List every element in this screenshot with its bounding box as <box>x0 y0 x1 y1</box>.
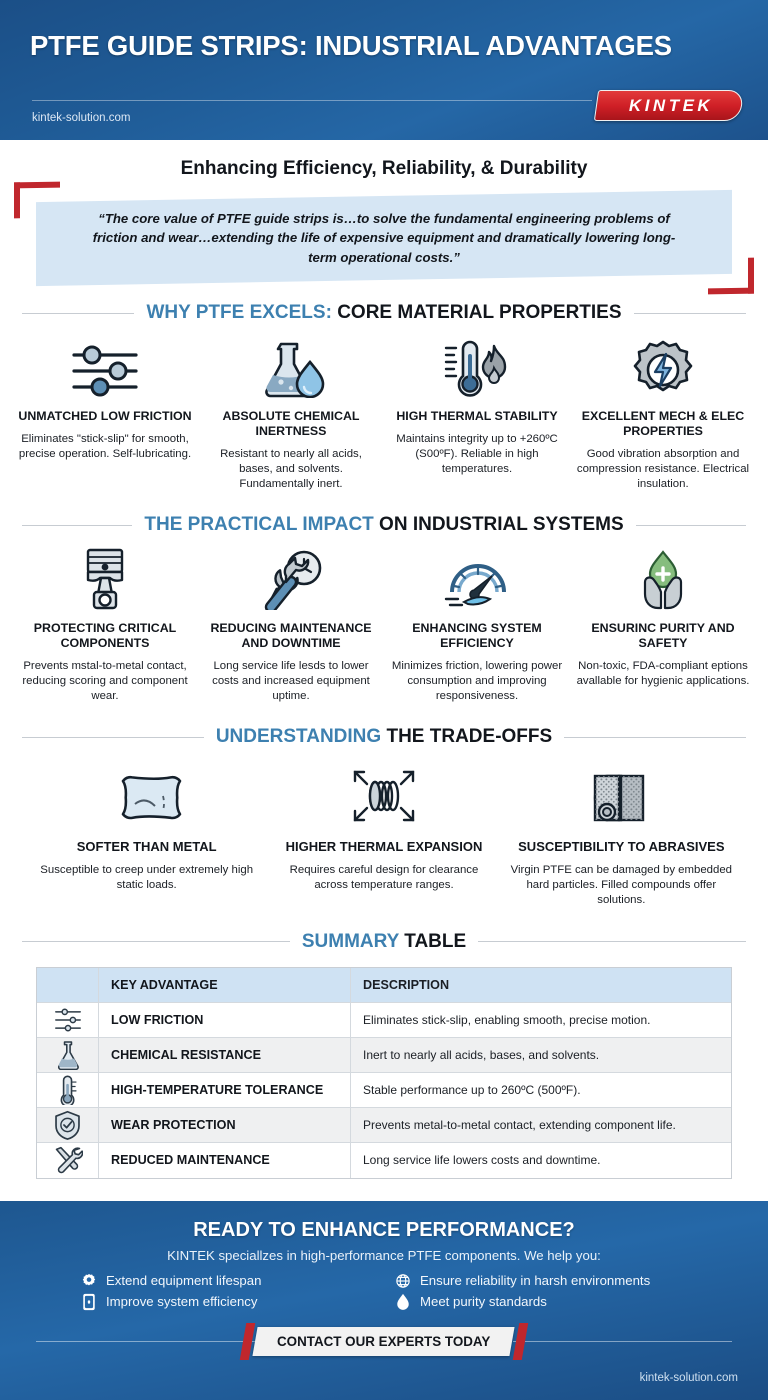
table-cell-description: Stable performance up to 260ºC (500ºF). <box>363 1082 581 1097</box>
section-title-accent: UNDERSTANDING <box>215 726 382 748</box>
card-protecting-critical-components <box>12 548 198 704</box>
card-ensuring-purity-safety <box>570 548 756 704</box>
card-title: PROTECTING CRITICAL COMPONENTS <box>33 621 177 651</box>
gear-icon <box>80 1273 97 1289</box>
card-description: Minimizes friction, lowering power consumption and improving responsiveness. <box>391 659 563 703</box>
contact-experts-button[interactable] <box>253 1327 515 1356</box>
table-cell-advantage: LOW FRICTION <box>99 1003 351 1037</box>
footer-benefit-label: Ensure reliability in harsh environments <box>420 1273 651 1288</box>
section-rule-left <box>22 313 134 314</box>
contact-experts-label: CONTACT OUR EXPERTS TODAY <box>277 1333 491 1349</box>
card-title: HIGH THERMAL STABILITY <box>396 409 558 423</box>
tools-icon <box>37 1143 99 1178</box>
globe-icon <box>394 1273 411 1289</box>
table-header-row <box>37 968 731 1003</box>
practical-impact-grid <box>12 548 756 704</box>
card-description: Susceptible to creep under extremely high static loads. <box>40 864 254 892</box>
card-excellent-mech-elec <box>570 336 756 492</box>
card-unmatched-low-friction <box>12 336 198 492</box>
card-description: Non-toxic, FDA-compliant eptions avallable for hygienic applications. <box>576 659 750 688</box>
sliders-icon <box>18 336 192 398</box>
wrench-clock-icon <box>204 548 378 610</box>
card-softer-than-metal <box>28 760 265 908</box>
expansion-coil-icon <box>271 760 496 828</box>
card-enhancing-system-efficiency <box>384 548 570 704</box>
footer-benefit-item <box>394 1273 698 1289</box>
battery-icon <box>80 1293 97 1311</box>
card-description: Good vibration absorption and compression resistance. Electrical insulation. <box>576 447 750 491</box>
table-row <box>37 1003 731 1038</box>
cta-rule-left <box>36 1341 255 1342</box>
section-title-accent: SUMMARY <box>301 930 399 952</box>
section-rule-right <box>564 737 746 738</box>
card-title: EXCELLENT MECH & ELEC PROPERTIES <box>581 409 745 438</box>
trade-offs-grid <box>28 760 740 908</box>
table-cell-advantage: WEAR PROTECTION <box>99 1108 351 1142</box>
table-cell-description: Prevents metal-to-metal contact, extending component life. <box>363 1117 676 1132</box>
table-header-icon-cell <box>37 968 99 1002</box>
thermometer-flame-icon <box>390 336 564 398</box>
section-title <box>146 302 621 324</box>
footer-title: READY TO ENHANCE PERFORMANCE? <box>193 1218 575 1241</box>
card-title: ENHANCING SYSTEM EFFICIENCY <box>412 621 542 651</box>
card-description: Prevents mstal-to-metal contact, reducing scoring and component wear. <box>22 659 188 703</box>
flask-droplet-icon <box>204 336 378 398</box>
table-row <box>37 1108 731 1143</box>
page-title: PTFE GUIDE STRIPS: INDUSTRIAL ADVANTAGES <box>30 30 672 61</box>
table-cell-advantage: HIGH-TEMPERATURE TOLERANCE <box>99 1073 351 1107</box>
section-header-trade-offs <box>22 726 746 748</box>
speedometer-icon <box>390 548 564 610</box>
table-cell-advantage: CHEMICAL RESISTANCE <box>99 1038 351 1072</box>
card-title: UNMATCHED LOW FRICTION <box>18 409 192 423</box>
card-title: SOFTER THAN METAL <box>76 839 217 855</box>
footer-subtitle: KINTEK speciallzes in high-performance PTFE components. We help you: <box>167 1247 601 1263</box>
footer-benefit-item <box>80 1273 384 1289</box>
card-high-thermal-stability <box>384 336 570 492</box>
section-title <box>144 514 623 536</box>
footer-cta-section <box>0 1201 768 1400</box>
core-properties-grid <box>12 336 756 492</box>
section-title <box>216 726 552 748</box>
page-header <box>0 0 768 140</box>
table-cell-advantage: REDUCED MAINTENANCE <box>99 1143 351 1178</box>
card-title: REDUCING MAINTENANCE AND DOWNTIME <box>210 621 372 651</box>
kintek-logo-text: KINTEK <box>628 95 714 115</box>
card-description: Requires careful design for clearance across temperature ranges. <box>289 864 479 892</box>
section-rule-left <box>22 941 290 942</box>
footer-benefit-label: Improve system efficiency <box>106 1294 258 1309</box>
flask-icon <box>37 1038 99 1072</box>
card-higher-thermal-expansion <box>265 760 502 908</box>
quote-text: “The core value of PTFE guide strips is…to solve the fundamental engineering problems of friction and wear…extending the life of expensive equipment and dramatically lowering long-term operational costs.” <box>92 211 676 265</box>
section-rule-left <box>22 525 132 526</box>
section-header-practical-impact <box>22 514 746 536</box>
card-description: Resistant to nearly all acids, bases, and solvents. Fundamentally inert. <box>220 447 362 491</box>
kintek-logo <box>594 90 744 121</box>
section-title-rest: TABLE <box>398 930 467 952</box>
section-rule-right <box>478 941 746 942</box>
abrasive-roll-icon <box>509 760 734 828</box>
card-description: Eliminates "stick-slip" for smooth, precise operation. Self-lubricating. <box>18 432 192 461</box>
cta-row <box>36 1327 732 1356</box>
card-reducing-maintenance <box>198 548 384 704</box>
card-absolute-chemical-inertness <box>198 336 384 492</box>
table-cell-description: Long service life lowers costs and downtime. <box>363 1153 601 1167</box>
cta-rule-right <box>513 1341 732 1342</box>
card-title: ENSURINC PURITY AND SAFETY <box>591 621 735 651</box>
section-title <box>302 931 466 953</box>
table-row <box>37 1038 731 1073</box>
cta-button-wrapper[interactable] <box>255 1327 512 1356</box>
card-susceptibility-to-abrasives <box>503 760 740 908</box>
thermometer-icon <box>37 1073 99 1107</box>
card-description: Long service life lesds to lower costs and increased equipment uptime. <box>212 659 370 703</box>
section-title-accent: WHY PTFE EXCELS: <box>146 302 332 323</box>
gear-bolt-icon <box>576 336 750 398</box>
table-cell-description: Eliminates stick-slip, enabling smooth, precise motion. <box>363 1012 651 1027</box>
footer-benefit-label: Meet purity standards <box>420 1294 547 1309</box>
table-row <box>37 1073 731 1108</box>
card-title: HIGHER THERMAL EXPANSION <box>285 839 483 855</box>
card-description: Maintains integrity up to +260ºC (S00ºF). Reliable in high temperatures. <box>396 432 558 476</box>
pillow-icon <box>34 760 259 828</box>
sliders-icon <box>37 1003 99 1037</box>
card-title: ABSOLUTE CHEMICAL INERTNESS <box>222 409 360 438</box>
droplet-icon <box>394 1293 411 1311</box>
footer-website-url: kintek-solution.com <box>639 1371 738 1384</box>
section-header-summary-table <box>22 931 746 953</box>
section-title-rest: ON INDUSTRIAL SYSTEMS <box>373 514 624 536</box>
footer-benefits-list <box>80 1273 698 1311</box>
footer-benefit-label: Extend equipment lifespan <box>106 1273 262 1288</box>
section-title-accent: THE PRACTICAL IMPACT <box>144 514 374 536</box>
table-header-description: DESCRIPTION <box>363 977 450 992</box>
shield-check-icon <box>37 1108 99 1142</box>
card-description: Virgin PTFE can be damaged by embedded hard particles. Filled compounds offer solutions. <box>510 864 733 907</box>
card-title: SUSCEPTIBILITY TO ABRASIVES <box>518 839 725 855</box>
table-header-key-advantage: KEY ADVANTAGE <box>99 968 351 1002</box>
footer-benefit-item <box>80 1293 384 1311</box>
section-rule-left <box>22 737 204 738</box>
quote-block <box>36 196 732 280</box>
summary-table <box>36 967 732 1179</box>
footer-benefit-item <box>394 1293 698 1311</box>
piston-icon <box>18 548 192 610</box>
table-cell-description: Inert to nearly all acids, bases, and solvents. <box>363 1047 600 1062</box>
subtitle: Enhancing Efficiency, Reliability, & Durability <box>180 158 588 179</box>
table-row <box>37 1143 731 1178</box>
section-header-core-properties <box>22 302 746 324</box>
header-divider <box>32 100 592 101</box>
section-rule-right <box>636 525 746 526</box>
hands-leaf-icon <box>576 548 750 610</box>
section-rule-right <box>634 313 746 314</box>
section-title-rest: CORE MATERIAL PROPERTIES <box>331 302 622 323</box>
header-website-url: kintek-solution.com <box>32 112 131 124</box>
section-title-rest: THE TRADE-OFFS <box>381 726 553 748</box>
